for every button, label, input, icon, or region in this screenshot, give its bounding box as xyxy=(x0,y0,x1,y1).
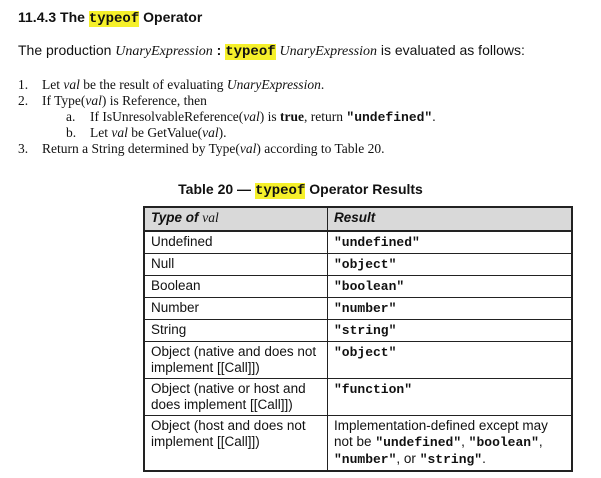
column-header-result: Result xyxy=(328,207,573,231)
result-cell: "object" xyxy=(328,254,573,276)
step-1: 1. Let val be the result of evaluating UnaryExpression. xyxy=(18,77,325,92)
result-cell: "string" xyxy=(328,320,573,342)
type-cell: String xyxy=(144,320,328,342)
table-caption: Table 20 — typeof Operator Results xyxy=(178,181,423,199)
type-cell: Object (host and does not implement [[Call]]) xyxy=(144,416,328,472)
result-cell: "object" xyxy=(328,342,573,379)
result-cell: Implementation-defined except may not be "undefined", "boolean", "number", or "string". xyxy=(328,416,573,472)
type-cell: Null xyxy=(144,254,328,276)
step-3: 3. Return a String determined by Type(val) according to Table 20. xyxy=(18,141,385,156)
section-number: 11.4.3 xyxy=(18,9,57,25)
type-cell: Object (native and does not implement [[Call]]) xyxy=(144,342,328,379)
column-header-type: Type of val xyxy=(144,207,328,231)
section-heading: 11.4.3 The typeof Operator xyxy=(18,9,203,27)
table-row xyxy=(144,342,572,379)
typeof-keyword: typeof xyxy=(225,44,276,60)
typeof-results-table xyxy=(143,206,573,472)
table-row xyxy=(144,231,572,254)
step-2a: a. If IsUnresolvableReference(val) is true, return "undefined". xyxy=(66,109,436,125)
table-row xyxy=(144,276,572,298)
result-cell: "undefined" xyxy=(328,231,573,254)
step-2: 2. If Type(val) is Reference, then xyxy=(18,93,207,108)
typeof-keyword: typeof xyxy=(254,183,306,199)
step-2b: b. Let val be GetValue(val). xyxy=(66,125,227,140)
type-cell: Number xyxy=(144,298,328,320)
table-row xyxy=(144,254,572,276)
result-cell: "number" xyxy=(328,298,573,320)
table-row xyxy=(144,298,572,320)
type-cell: Undefined xyxy=(144,231,328,254)
type-cell: Boolean xyxy=(144,276,328,298)
table-row xyxy=(144,416,572,472)
type-cell: Object (native or host and does implement [[Call]]) xyxy=(144,379,328,416)
table-row xyxy=(144,320,572,342)
table-header-row xyxy=(144,207,572,231)
result-cell: "boolean" xyxy=(328,276,573,298)
result-cell: "function" xyxy=(328,379,573,416)
typeof-keyword: typeof xyxy=(88,11,140,27)
table-row xyxy=(144,379,572,416)
intro-paragraph: The production UnaryExpression : typeof UnaryExpression is evaluated as follows: xyxy=(18,42,525,60)
